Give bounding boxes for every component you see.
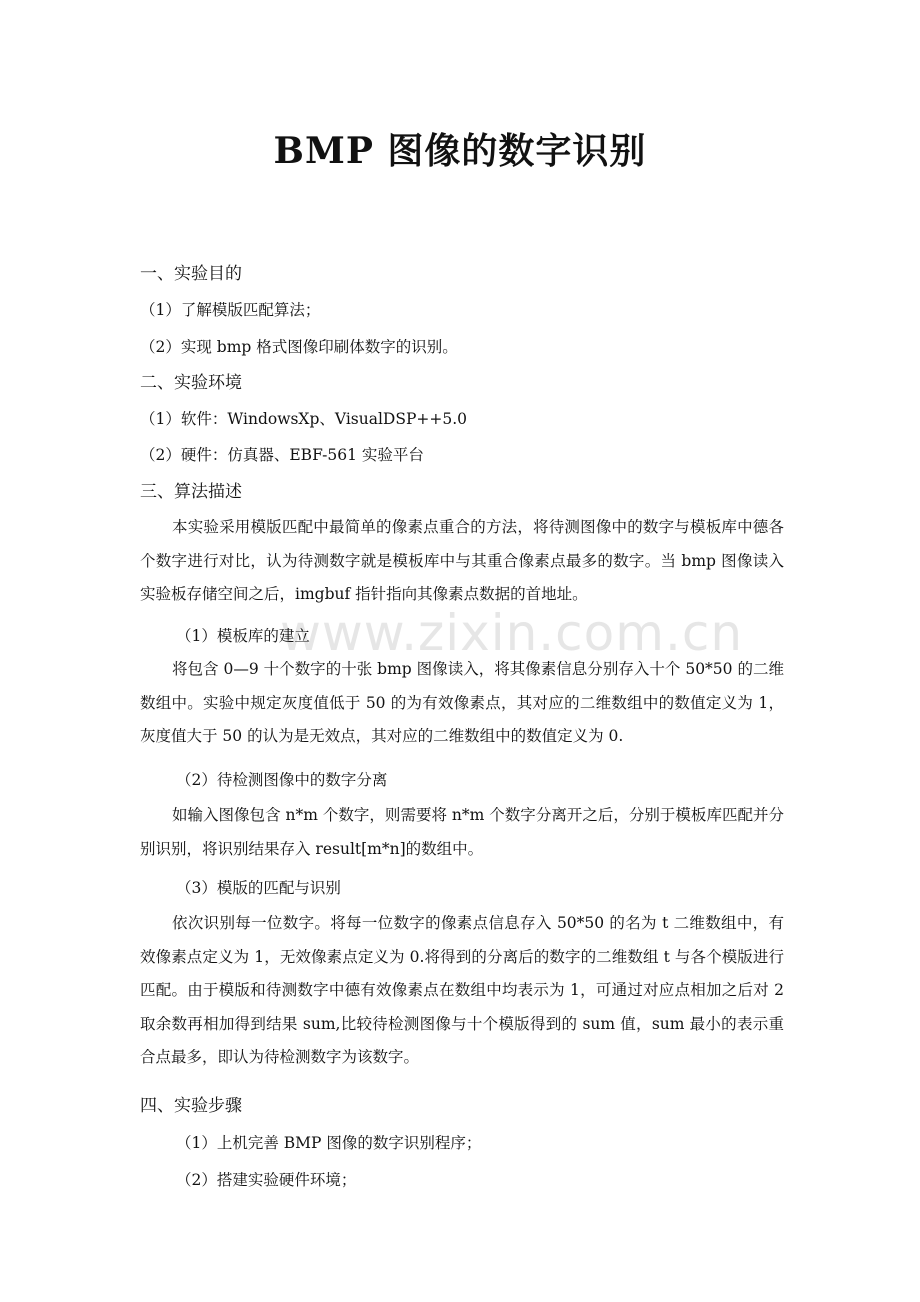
section-heading-algorithm: 三、算法描述: [140, 482, 242, 502]
environment-item-hardware: （2）硬件：仿真器、EBF-561 实验平台: [140, 446, 424, 464]
step-item-2: （2）搭建实验硬件环境；: [176, 1171, 357, 1189]
step-item-1: （1）上机完善 BMP 图像的数字识别程序；: [176, 1134, 482, 1152]
section-heading-steps: 四、实验步骤: [140, 1096, 242, 1116]
subheading-template-matching: （3）模版的匹配与识别: [176, 879, 341, 897]
template-library-paragraph: 将包含 0—9 十个数字的十张 bmp 图像读入，将其像素信息分别存入十个 50*50 的二维数组中。实验中规定灰度值低于 50 的为有效像素点，其对应的二维数组中的数值定义为 1，灰度值大于 50 的认为是无效点，其对应的二维数组中的数值定义为 0.: [140, 660, 784, 745]
purpose-item-2: （2）实现 bmp 格式图像印刷体数字的识别。: [140, 338, 458, 356]
subheading-digit-separation: （2）待检测图像中的数字分离: [176, 771, 388, 789]
section-heading-environment: 二、实验环境: [140, 373, 242, 393]
subheading-template-library: （1）模板库的建立: [176, 627, 310, 645]
page-title: BMP 图像的数字识别: [273, 130, 647, 172]
environment-item-software: （1）软件：WindowsXp、VisualDSP++5.0: [140, 410, 468, 428]
algorithm-intro-paragraph: 本实验采用模版匹配中最简单的像素点重合的方法，将待测图像中的数字与模板库中德各个数字进行对比，认为待测数字就是模板库中与其重合像素点最多的数字。当 bmp 图像读入实验板存储空间之后，imgbuf 指针指向其像素点数据的首地址。: [140, 518, 784, 603]
template-matching-paragraph: 依次识别每一位数字。将每一位数字的像素点信息存入 50*50 的名为 t 二维数组中，有效像素点定义为 1，无效像素点定义为 0.将得到的分离后的数字的二维数组 t 与各个模版进行匹配。由于模版和待测数字中德有效像素点在数组中均表示为 1，可通过对应点相加之后对 2 取余数再相加得到结果 sum,比较待检测图像与十个模版得到的 sum 值，sum 最小的表示重合点最多，即认为待检测数字为该数字。: [140, 914, 784, 1066]
purpose-item-1: （1）了解模版匹配算法；: [140, 301, 321, 319]
digit-separation-paragraph: 如输入图像包含 n*m 个数字，则需要将 n*m 个数字分离开之后，分别于模板库匹配并分别识别，将识别结果存入 result[m*n]的数组中。: [140, 806, 784, 858]
watermark: www.zixin.com.cn: [280, 604, 744, 662]
section-heading-purpose: 一、实验目的: [140, 264, 242, 284]
